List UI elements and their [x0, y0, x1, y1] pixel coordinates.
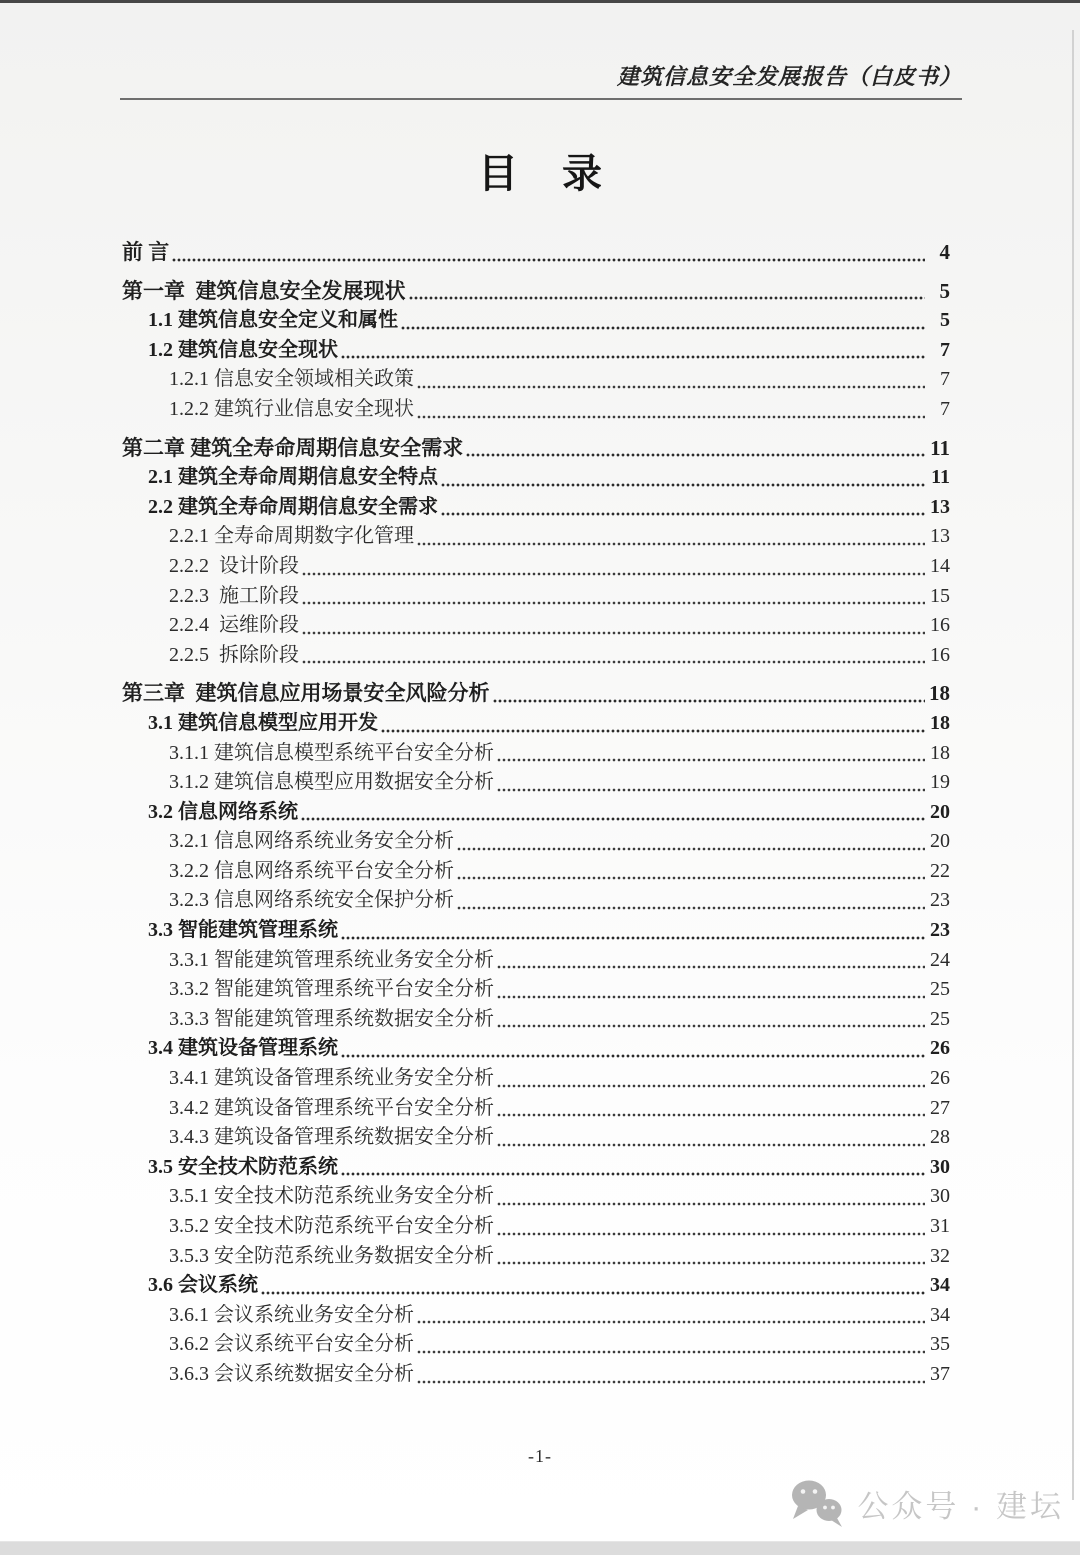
- toc-entry-page: 4: [939, 240, 950, 264]
- toc-entry-label: 1.1 建筑信息安全定义和属性: [148, 309, 398, 332]
- toc-entry: [122, 641, 950, 671]
- toc-entry-page: 25: [930, 1007, 950, 1030]
- dot-leader: [261, 1291, 925, 1295]
- toc-entry: [122, 1271, 950, 1301]
- toc-entry: [122, 1242, 950, 1272]
- toc-entry-label: 3.5 安全技术防范系统: [148, 1155, 338, 1178]
- dot-leader: [302, 601, 925, 605]
- toc-entry: [122, 434, 950, 464]
- toc-entry-label: 3.3.1 智能建筑管理系统业务安全分析: [169, 948, 494, 971]
- toc-entry-page: 7: [940, 338, 950, 361]
- toc-entry: [122, 336, 950, 366]
- dot-leader: [457, 906, 925, 910]
- toc-entry-label: 3.2 信息网络系统: [148, 800, 298, 823]
- toc-entry-label: 3.3.3 智能建筑管理系统数据安全分析: [169, 1007, 494, 1030]
- toc-entry-label: 1.2 建筑信息安全现状: [148, 338, 338, 361]
- toc-entry: [122, 395, 950, 425]
- toc-entry-label: 3.6 会议系统: [148, 1274, 258, 1297]
- toc-entry-page: 15: [930, 584, 950, 607]
- toc-entry-label: 3.6.3 会议系统数据安全分析: [169, 1362, 414, 1385]
- toc-entry: [122, 1212, 950, 1242]
- toc-entry-page: 26: [930, 1037, 950, 1060]
- dot-leader: [341, 1054, 925, 1058]
- wechat-icon: [789, 1478, 845, 1528]
- toc-entry-label: 3.4 建筑设备管理系统: [148, 1037, 338, 1060]
- header-divider: [120, 98, 962, 100]
- toc-entry-page: 13: [930, 495, 950, 518]
- dot-leader: [497, 1232, 925, 1236]
- dot-leader: [497, 1113, 925, 1117]
- toc-entry-page: 25: [930, 978, 950, 1001]
- toc-entry: [122, 582, 950, 612]
- toc-entry-label: 2.1 建筑全寿命周期信息安全特点: [148, 466, 438, 489]
- dot-leader: [302, 572, 925, 576]
- toc-entry-page: 37: [930, 1362, 950, 1385]
- toc-entry-page: 7: [940, 397, 950, 420]
- toc-entry-label: 第一章 建筑信息安全发展现状: [122, 278, 406, 303]
- toc-entry-page: 24: [930, 948, 950, 971]
- toc-entry: [122, 946, 950, 976]
- dot-leader: [341, 355, 925, 359]
- toc-entry: [122, 886, 950, 916]
- toc-entry-page: 7: [940, 368, 950, 391]
- toc-entry: [122, 798, 950, 828]
- dot-leader: [302, 660, 925, 664]
- toc-entry: [122, 739, 950, 769]
- dot-leader: [417, 1380, 925, 1384]
- dot-leader: [417, 542, 925, 546]
- toc-entry: [122, 768, 950, 798]
- dot-leader: [497, 1202, 925, 1206]
- toc-entry-label: 3.3.2 智能建筑管理系统平台安全分析: [169, 978, 494, 1001]
- toc-entry: [122, 1153, 950, 1183]
- dot-leader: [302, 631, 925, 635]
- toc-entry-label: 第三章 建筑信息应用场景安全风险分析: [122, 681, 490, 706]
- dot-leader: [497, 995, 925, 999]
- toc-entry-page: 27: [930, 1096, 950, 1119]
- page-title: 目 录: [478, 151, 604, 196]
- toc-entry: [122, 1301, 950, 1331]
- dot-leader: [301, 817, 925, 821]
- toc-entry-page: 30: [930, 1155, 950, 1178]
- toc-entry: [122, 493, 950, 523]
- toc-entry-label: 2.2.3 施工阶段: [169, 584, 299, 607]
- toc-entry-page: 5: [939, 278, 950, 303]
- toc-entry-label: 3.2.1 信息网络系统业务安全分析: [169, 830, 454, 853]
- toc-entry-page: 20: [930, 800, 950, 823]
- toc-entry-page: 18: [929, 681, 950, 706]
- toc-entry: [122, 1005, 950, 1035]
- dot-leader: [497, 788, 925, 792]
- toc-entry-label: 3.2.3 信息网络系统安全保护分析: [169, 889, 454, 912]
- toc-entry-page: 34: [930, 1274, 950, 1297]
- toc-entry-page: 30: [930, 1185, 950, 1208]
- toc-entry-label: 3.1.1 建筑信息模型系统平台安全分析: [169, 741, 494, 764]
- dot-leader: [497, 1084, 925, 1088]
- dot-leader: [381, 729, 925, 733]
- toc-entry-label: 3.5.3 安全防范系统业务数据安全分析: [169, 1244, 494, 1267]
- dot-leader: [417, 385, 925, 389]
- dot-leader: [497, 965, 925, 969]
- toc-entry-label: 3.5.2 安全技术防范系统平台安全分析: [169, 1215, 494, 1237]
- toc-entry-label: 前 言: [122, 240, 170, 264]
- toc-entry-page: 11: [931, 466, 950, 489]
- toc-entry-page: 16: [930, 643, 950, 666]
- running-header: 建筑信息安全发展报告（白皮书）: [616, 64, 962, 89]
- toc-entry-page: 5: [940, 309, 950, 332]
- toc-entry-page: 23: [930, 919, 950, 942]
- toc-entry-page: 28: [930, 1126, 950, 1149]
- toc-entry: [122, 709, 950, 739]
- toc-entry-label: 2.2.4 运维阶段: [169, 614, 299, 637]
- dot-leader: [441, 483, 925, 487]
- scan-right-edge: [1072, 30, 1074, 1500]
- toc-entry-page: 31: [930, 1215, 950, 1237]
- toc-entry: [122, 1094, 950, 1124]
- dot-leader: [497, 1143, 925, 1147]
- toc-entry-label: 3.1.2 建筑信息模型应用数据安全分析: [169, 771, 494, 794]
- toc-entry-label: 3.6.2 会议系统平台安全分析: [169, 1333, 414, 1356]
- dot-leader: [441, 512, 925, 516]
- toc-entry: [122, 463, 950, 493]
- toc-entry: [122, 552, 950, 582]
- toc-entry: [122, 1330, 950, 1360]
- toc-entry: [122, 1034, 950, 1064]
- toc-entry: [122, 857, 950, 887]
- toc-list: [122, 238, 950, 1390]
- dot-leader: [341, 936, 925, 940]
- toc-entry-page: 11: [930, 435, 950, 460]
- toc-entry-label: 2.2.1 全寿命周期数字化管理: [169, 525, 414, 548]
- dot-leader: [466, 453, 925, 457]
- toc-entry-page: 23: [930, 889, 950, 912]
- dot-leader: [497, 758, 925, 762]
- dot-leader: [493, 699, 926, 703]
- toc-entry: [122, 238, 950, 268]
- toc-entry-page: 34: [930, 1303, 950, 1326]
- watermark-text: 公众号 · 建坛: [857, 1488, 1064, 1524]
- dot-leader: [457, 876, 925, 880]
- toc-entry: [122, 277, 950, 307]
- dot-leader: [409, 296, 926, 300]
- toc-entry: [122, 365, 950, 395]
- toc-entry-page: 22: [930, 859, 950, 882]
- toc-entry-page: 19: [930, 771, 950, 794]
- dot-leader: [172, 258, 925, 262]
- toc-entry: [122, 522, 950, 552]
- toc-entry-page: 14: [930, 554, 950, 577]
- toc-entry-label: 2.2 建筑全寿命周期信息安全需求: [148, 495, 438, 518]
- toc-entry-label: 2.2.5 拆除阶段: [169, 643, 299, 666]
- dot-leader: [417, 415, 925, 419]
- toc-entry: [122, 916, 950, 946]
- dot-leader: [497, 1261, 925, 1265]
- toc-entry-page: 18: [930, 741, 950, 764]
- toc-entry-label: 第二章 建筑全寿命周期信息安全需求: [122, 435, 464, 460]
- toc-entry: [122, 1064, 950, 1094]
- toc-entry-page: 35: [930, 1333, 950, 1356]
- toc-entry: [122, 827, 950, 857]
- toc-entry-label: 1.2.2 建筑行业信息安全现状: [169, 397, 414, 420]
- dot-leader: [457, 847, 925, 851]
- dot-leader: [401, 326, 925, 330]
- toc-entry: [122, 975, 950, 1005]
- scan-top-edge: [0, 0, 1080, 3]
- toc-entry-label: 3.1 建筑信息模型应用开发: [148, 711, 378, 734]
- toc-entry: [122, 306, 950, 336]
- toc-entry-label: 3.2.2 信息网络系统平台安全分析: [169, 859, 454, 882]
- dot-leader: [417, 1350, 925, 1354]
- page-number: -1-: [528, 1446, 552, 1466]
- toc-entry-page: 18: [930, 711, 950, 734]
- dot-leader: [497, 1024, 925, 1028]
- toc-entry-page: 26: [930, 1067, 950, 1090]
- toc-entry-label: 2.2.2 设计阶段: [169, 554, 299, 577]
- toc-entry-label: 3.4.2 建筑设备管理系统平台安全分析: [169, 1096, 494, 1119]
- dot-leader: [341, 1172, 925, 1176]
- toc-entry: [122, 611, 950, 641]
- toc-entry-label: 3.4.3 建筑设备管理系统数据安全分析: [169, 1126, 494, 1149]
- toc-entry-label: 3.4.1 建筑设备管理系统业务安全分析: [169, 1067, 494, 1090]
- scan-bottom-edge: [0, 1541, 1080, 1555]
- toc-entry-label: 3.6.1 会议系统业务安全分析: [169, 1303, 414, 1326]
- toc-entry: [122, 679, 950, 709]
- toc-entry-page: 13: [930, 525, 950, 548]
- toc-entry-page: 16: [930, 614, 950, 637]
- toc-entry-page: 20: [930, 830, 950, 853]
- dot-leader: [417, 1320, 925, 1324]
- toc-entry: [122, 1360, 950, 1390]
- toc-entry-label: 1.2.1 信息安全领域相关政策: [169, 368, 414, 391]
- toc-entry-label: 3.5.1 安全技术防范系统业务安全分析: [169, 1185, 494, 1208]
- toc-entry: [122, 1182, 950, 1212]
- toc-entry: [122, 1123, 950, 1153]
- toc-entry-label: 3.3 智能建筑管理系统: [148, 919, 338, 942]
- toc-entry-page: 32: [930, 1244, 950, 1267]
- watermark: [789, 1478, 1064, 1528]
